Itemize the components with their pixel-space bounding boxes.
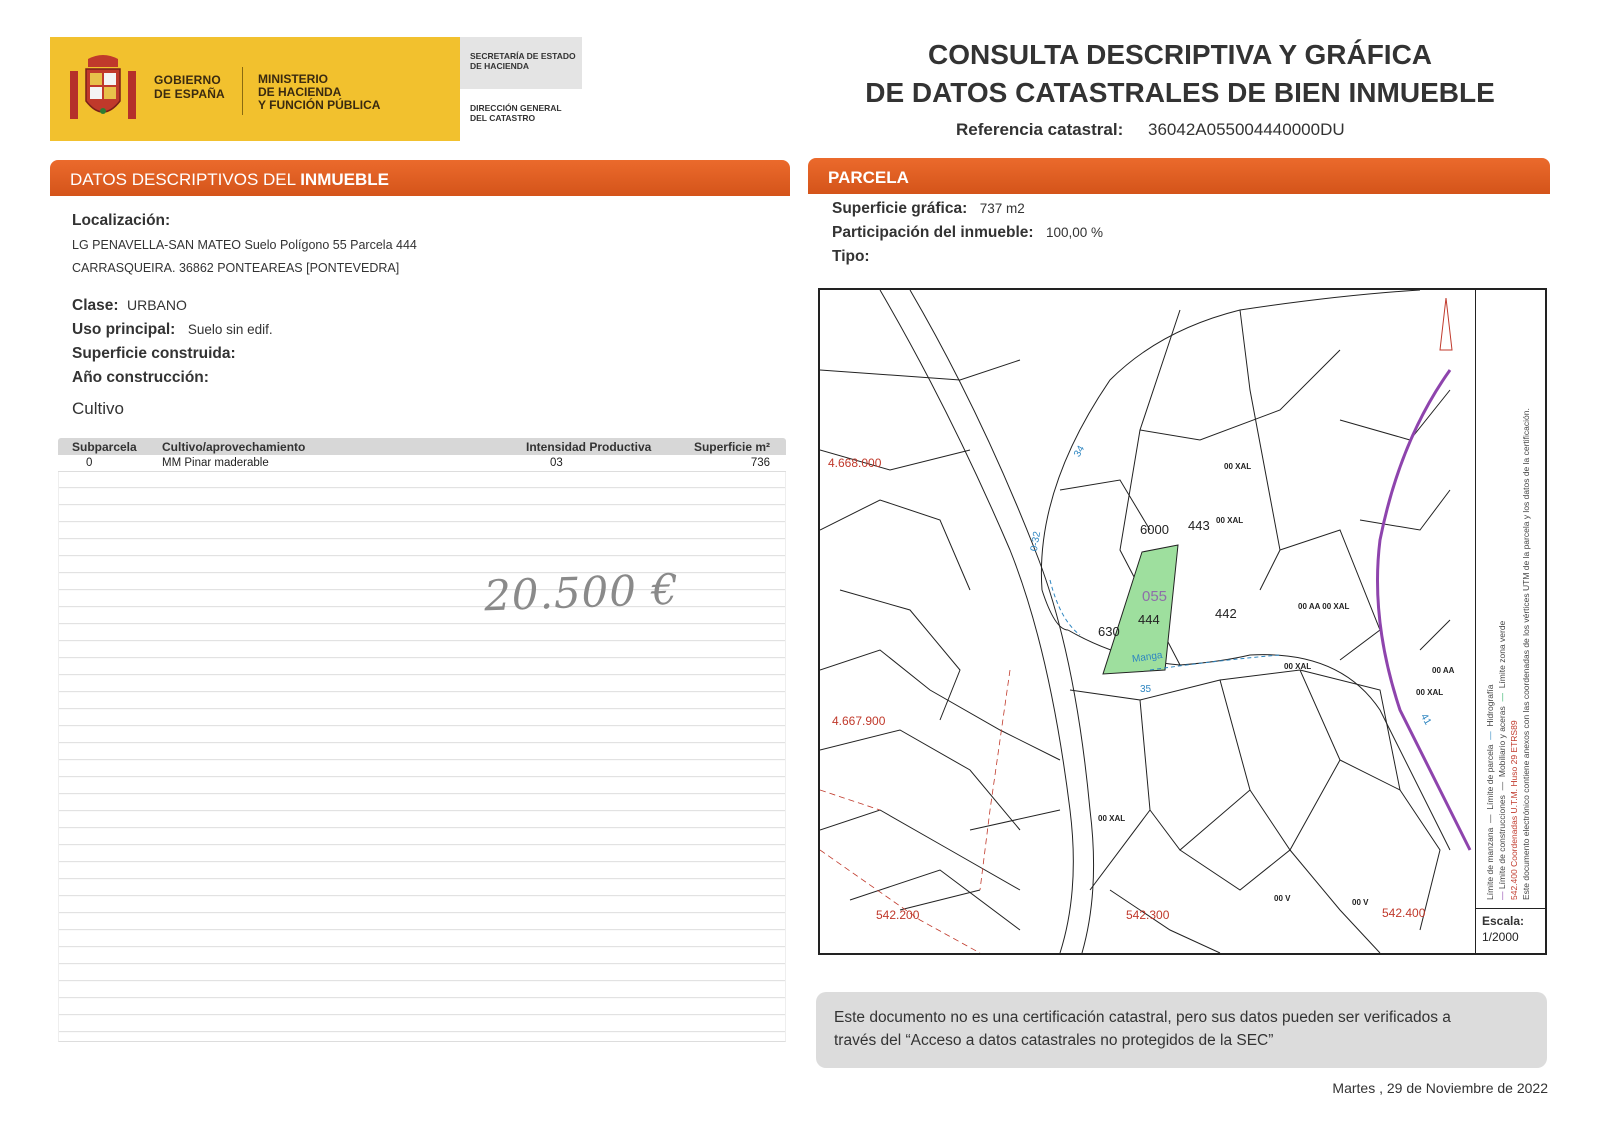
map-scale — [1475, 908, 1545, 953]
section-header-datos-descriptivos: DATOS DESCRIPTIVOS DEL INMUEBLE — [50, 160, 790, 196]
anio-construccion-label: Año construcción: — [72, 369, 209, 386]
parcel-6000-label: 6000 — [1140, 522, 1169, 537]
section-header-parcela: PARCELA — [808, 158, 1550, 194]
legend-limite-manzana: Límite de manzana — [1485, 827, 1495, 900]
cultivo-label: Cultivo — [72, 399, 124, 418]
escala-label: Escala: — [1482, 914, 1525, 928]
localizacion-line-2: CARRASQUEIRA. 36862 PONTEAREAS [PONTEVEDRA] — [72, 261, 400, 275]
road-34-label: 34 — [1072, 443, 1088, 460]
col-superficie: Superficie m² — [693, 440, 770, 454]
cadastral-map[interactable] — [818, 288, 1547, 955]
referencia-value: 36042A055004440000DU — [1148, 120, 1345, 139]
logo-separator — [242, 67, 243, 115]
legend-zona-verde: Límite zona verde — [1497, 620, 1507, 689]
xal-label: 00 XAL — [1284, 662, 1312, 671]
note-line-1: Este documento no es una certificación catastral, pero sus datos pueden ser verificados a — [834, 1009, 1451, 1026]
clase-value: URBANO — [126, 297, 187, 313]
participacion-label: Participación del inmueble: — [832, 224, 1034, 241]
coord-y2-label: 4.667.900 — [832, 714, 886, 728]
coord-x2-label: 542.300 — [1126, 908, 1170, 922]
road-41-label: 41 — [1418, 711, 1434, 728]
uso-principal-row — [72, 321, 417, 339]
col-intensidad: Intensidad Productiva — [526, 440, 652, 454]
referencia-catastral — [956, 120, 1345, 140]
participacion-value: 100,00 % — [1046, 225, 1104, 240]
document-title: CONSULTA DESCRIPTIVA Y GRÁFICA DE DATOS CATASTRALES DE BIEN INMUEBLE — [865, 39, 1495, 108]
xal-label: 00 V — [1274, 894, 1291, 903]
xal-label: 00 XAL — [1224, 462, 1252, 471]
legend-mobiliario: Mobiliario y aceras — [1497, 706, 1507, 778]
coord-x1-label: 542.200 — [876, 908, 920, 922]
xal-label: 00 XAL — [1416, 688, 1444, 697]
referencia-label: Referencia catastral: — [956, 120, 1124, 139]
parcel-630-label: 630 — [1098, 624, 1120, 639]
cultivo-table-empty-rows — [58, 472, 786, 1042]
gobierno-de-espana-label: GOBIERNO DE ESPAÑA — [154, 73, 225, 101]
legend-row-1: Límite de manzana — Límite de parcela — Hidrografía — [1485, 684, 1495, 900]
datos-descriptivos-panel — [72, 212, 417, 419]
map-legend-text — [1484, 300, 1532, 900]
table-row — [58, 455, 786, 472]
superficie-grafica-label: Superficie gráfica: — [832, 200, 968, 217]
coord-x3-label: 542.400 — [1382, 906, 1426, 920]
road-032-label: 0-32 — [1028, 530, 1044, 553]
clase-label: Clase: — [72, 297, 119, 314]
superficie-grafica-value: 737 m2 — [979, 201, 1025, 216]
poligono-label: 055 — [1142, 588, 1168, 605]
parcel-442-label: 442 — [1215, 606, 1237, 621]
disclaimer-note — [816, 992, 1547, 1068]
localizacion-line-1: LG PENAVELLA-SAN MATEO Suelo Polígono 55 Parcela 444 — [72, 238, 417, 252]
tipo-row — [832, 248, 1103, 272]
government-logo-block — [50, 37, 460, 141]
legend-limite-construcciones: Límite de construcciones — [1497, 795, 1507, 890]
cultivo-table — [58, 438, 786, 472]
xal-label: 00 V — [1352, 898, 1369, 907]
localizacion-label: Localización: — [72, 212, 171, 229]
secretaria-label: SECRETARÍA DE ESTADO DE HACIENDA — [460, 37, 582, 89]
cultivo-table-header — [58, 438, 786, 455]
legend-disclaimer: Este documento electrónico contiene anexos con las coordenadas de los vértices UTM de la parcela y los datos de la certificación. — [1521, 408, 1531, 900]
parcel-443-label: 443 — [1188, 518, 1210, 533]
xal-label: 00 AA — [1432, 666, 1455, 675]
uso-principal-value: Suelo sin edif. — [187, 322, 273, 337]
coord-y1-label: 4.668.000 — [828, 456, 882, 470]
xal-label: 00 XAL — [1216, 516, 1244, 525]
xal-label: 00 AA 00 XAL — [1298, 602, 1350, 611]
legend-coords: 542.400 Coordenadas U.T.M. Huso 29 ETRS89 — [1509, 720, 1519, 900]
parcela-info — [832, 200, 1103, 272]
legend-limite-parcela: Límite de parcela — [1485, 744, 1495, 810]
superficie-grafica-row — [832, 200, 1103, 224]
handwritten-price-note: 20.500 € — [483, 564, 680, 621]
escala-value: 1/2000 — [1482, 930, 1519, 944]
clase-row — [72, 297, 417, 315]
uso-principal-label: Uso principal: — [72, 321, 176, 338]
note-line-2: través del “Acceso a datos catastrales no protegidos de la SEC” — [834, 1032, 1274, 1049]
tipo-label: Tipo: — [832, 248, 870, 265]
cell-subparcela: 0 — [86, 457, 93, 469]
legend-hidrografia: Hidrografía — [1485, 684, 1495, 727]
legend-row-2: — Límite de construcciones — Mobiliario y aceras — Límite zona verde — [1497, 620, 1507, 900]
document-date: Martes , 29 de Noviembre de 2022 — [1332, 1080, 1548, 1096]
col-cultivo: Cultivo/aprovechamiento — [162, 440, 306, 454]
participacion-row — [832, 224, 1103, 248]
xal-label: 00 XAL — [1098, 814, 1126, 823]
ministerio-label: MINISTERIO DE HACIENDA Y FUNCIÓN PÚBLICA — [258, 72, 381, 112]
road-manga-label: Manga — [1131, 649, 1164, 666]
direccion-catastro-label: DIRECCIÓN GENERAL DEL CATASTRO — [470, 103, 562, 123]
coat-of-arms-icon — [68, 51, 138, 127]
col-subparcela: Subparcela — [72, 440, 137, 454]
road-35-label: 35 — [1140, 684, 1152, 695]
cell-superficie: 736 — [750, 457, 770, 469]
parcel-444-label: 444 — [1138, 612, 1160, 627]
superficie-construida-label: Superficie construida: — [72, 345, 236, 362]
cell-cultivo: MM Pinar maderable — [162, 457, 269, 469]
cell-intensidad: 03 — [550, 457, 563, 469]
map-legend — [1475, 290, 1545, 910]
